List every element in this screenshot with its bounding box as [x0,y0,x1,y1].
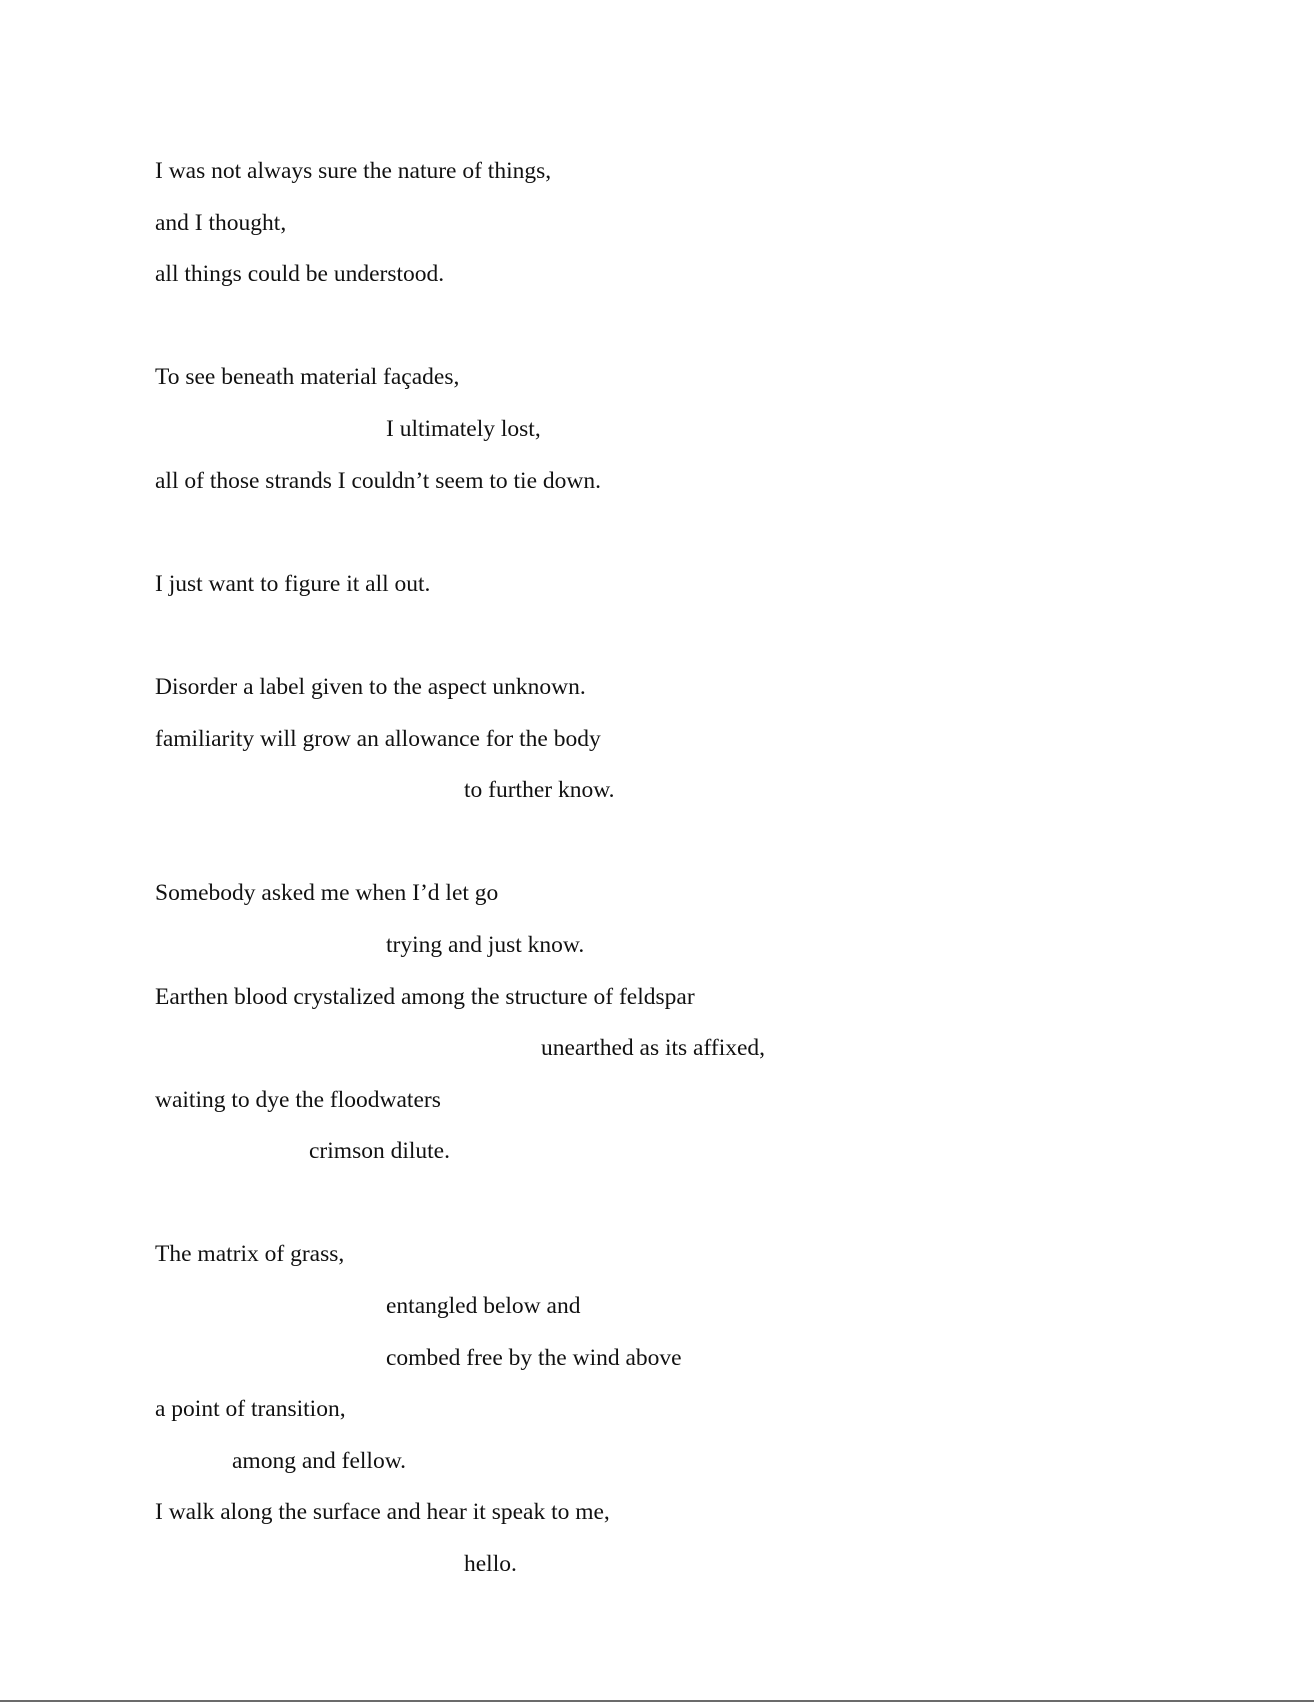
stanza-break [155,306,1155,358]
stanza-break [155,822,1155,874]
poem-body [155,151,1155,1596]
poem-line: to further know. [464,777,615,804]
stanza-break [155,615,1155,667]
poem-line: Earthen blood crystalized among the structure of feldspar [155,983,695,1010]
poem-line: I just want to figure it all out. [155,570,431,597]
poem-line: unearthed as its affixed, [541,1035,766,1062]
poem-line: I walk along the surface and hear it speak to me, [155,1499,610,1526]
poem-line: entangled below and [386,1293,581,1320]
stanza-break [155,1183,1155,1235]
poem-line: I was not always sure the nature of things, [155,158,552,184]
poem-line: hello. [464,1551,517,1578]
poem-line: I ultimately lost, [386,415,541,442]
poem-line: waiting to dye the floodwaters [155,1086,441,1113]
poem-line: Somebody asked me when I’d let go [155,880,499,907]
poem-line: and I thought, [155,209,287,236]
poem-line: The matrix of grass, [155,1241,345,1268]
poem-line: Disorder a label given to the aspect unknown. [155,673,586,700]
stanza-break [155,512,1155,564]
poem-line: trying and just know. [386,931,585,958]
poem-line: all of those strands I couldn’t seem to tie down. [155,467,601,494]
poem-line: among and fellow. [232,1447,407,1474]
poem-line: To see beneath material façades, [155,364,460,391]
poem-line: all things could be understood. [155,261,445,288]
poem-line: combed free by the wind above [386,1344,682,1371]
poem-line: a point of transition, [155,1396,346,1423]
poem-line: familiarity will grow an allowance for the body [155,725,601,752]
poem-line: crimson dilute. [309,1138,450,1165]
